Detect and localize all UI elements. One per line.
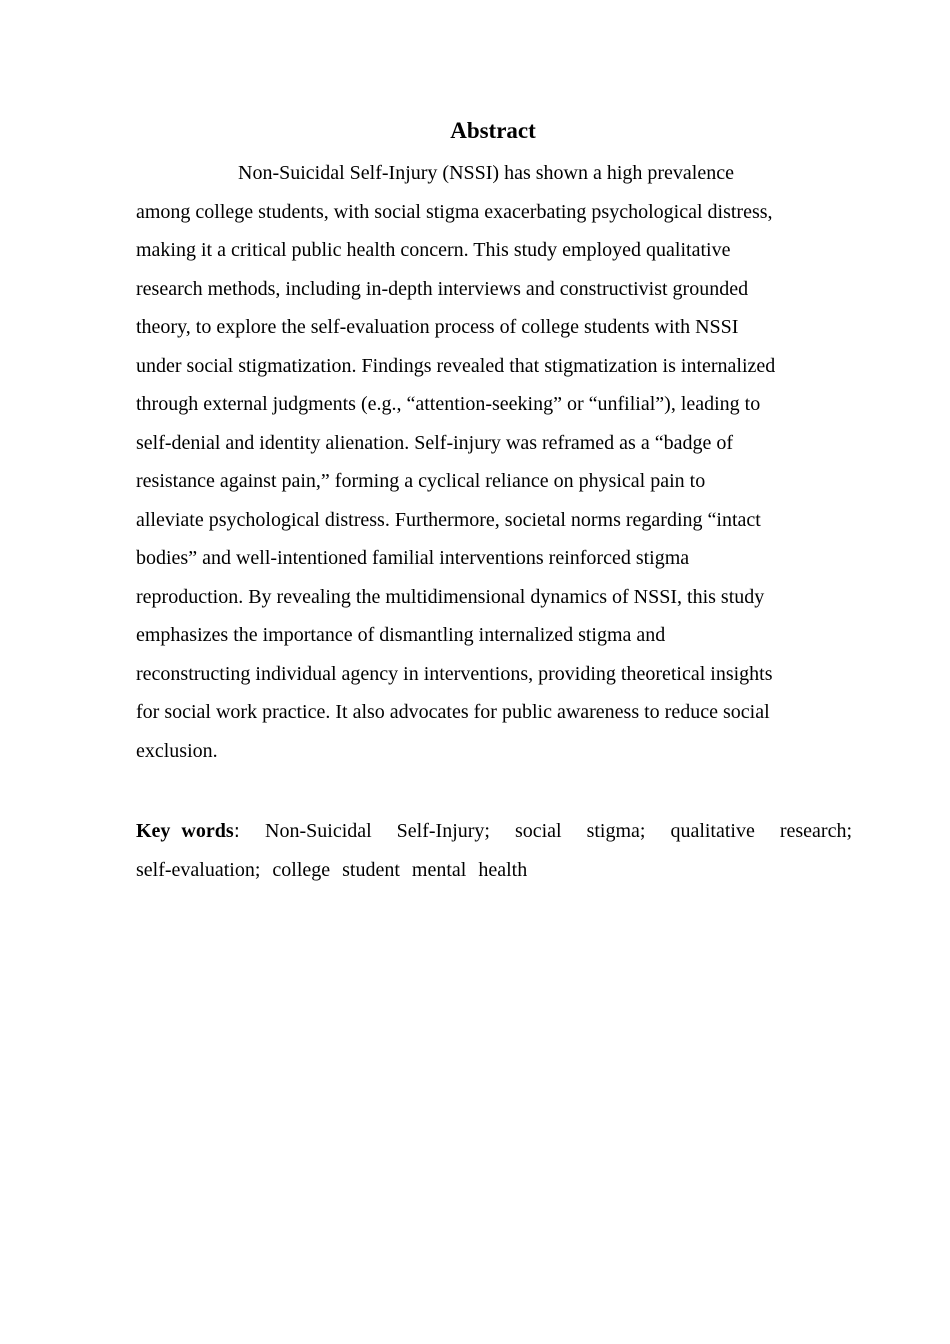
abstract-line: reproduction. By revealing the multidimensional dynamics of NSSI, this study bbox=[136, 585, 765, 608]
keyword-token: stigma; bbox=[586, 820, 646, 842]
abstract-line: self-denial and identity alienation. Self-injury was reframed as a “badge of bbox=[136, 431, 733, 454]
abstract-line: among college students, with social stigma exacerbating psychological distress, bbox=[136, 200, 773, 223]
abstract-line: under social stigmatization. Findings revealed that stigmatization is internalized bbox=[136, 354, 776, 377]
abstract-line: research methods, including in-depth interviews and constructivist grounded bbox=[136, 277, 749, 300]
abstract-line: bodies” and well-intentioned familial interventions reinforced stigma bbox=[136, 547, 690, 569]
keywords-label: Key words bbox=[136, 820, 234, 842]
keyword-token: Non-Suicidal bbox=[265, 820, 372, 842]
abstract-line: through external judgments (e.g., “attention-seeking” or “unfilial”), leading to bbox=[136, 393, 761, 415]
keyword-token: social bbox=[514, 820, 562, 842]
abstract-line: theory, to explore the self-evaluation process of college students with NSSI bbox=[136, 316, 739, 338]
abstract-line: making it a critical public health concern. This study employed qualitative bbox=[136, 239, 731, 261]
keywords-line-1 bbox=[136, 815, 852, 854]
keywords-label-group bbox=[136, 815, 240, 854]
abstract-line: emphasizes the importance of dismantling internalized stigma and bbox=[136, 624, 666, 646]
keywords-separator: : bbox=[233, 820, 241, 842]
abstract-line: alleviate psychological distress. Furthermore, societal norms regarding “intact bbox=[136, 508, 761, 531]
abstract-body bbox=[136, 157, 852, 773]
abstract-line: for social work practice. It also advocates for public awareness to reduce social bbox=[136, 701, 770, 723]
abstract-line: reconstructing individual agency in interventions, providing theoretical insights bbox=[136, 662, 773, 685]
keywords-section bbox=[136, 815, 852, 893]
abstract-line: resistance against pain,” forming a cyclical reliance on physical pain to bbox=[136, 470, 706, 492]
keyword-token: research; bbox=[779, 820, 852, 842]
abstract-title: Abstract bbox=[450, 118, 536, 143]
keyword-token: Self-Injury; bbox=[396, 820, 490, 842]
keywords-line-2: self-evaluation; college student mental health bbox=[136, 859, 528, 881]
keyword-token: qualitative bbox=[670, 820, 755, 842]
abstract-line: exclusion. bbox=[136, 739, 218, 762]
abstract-line: Non-Suicidal Self-Injury (NSSI) has shown a high prevalence bbox=[238, 162, 734, 184]
